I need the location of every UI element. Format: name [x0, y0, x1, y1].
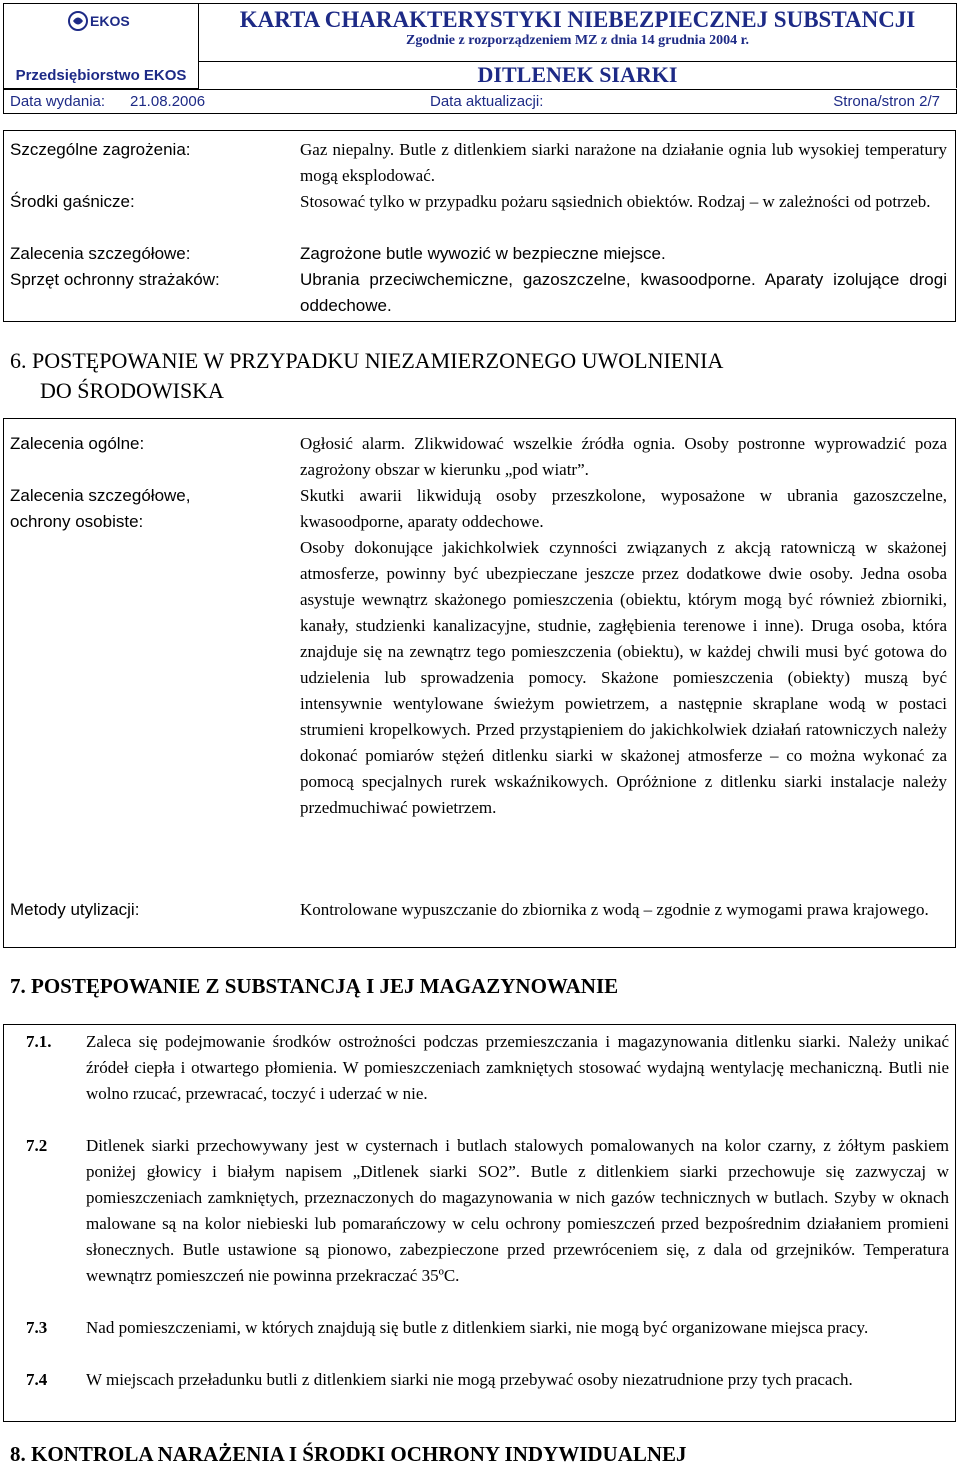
logo-mark-text: EKOS	[90, 13, 130, 29]
item-text: Zaleca się podejmowanie środków ostrożności podczas przemieszczania i magazynowania ditlenku siarki. Należy unikać źródeł ciepła i otwartego płomienia. W pomieszczeniach zamkniętych stosować wydajną wentylację mechaniczną. Butli nie wolno rzucać, przewracać, toczyć i uderzać w nie.	[86, 1032, 949, 1103]
storage-table	[3, 1024, 956, 1422]
item-text: Nad pomieszczeniami, w których znajdują się butle z ditlenkiem siarki, nie mogą być organizowane miejsca pracy.	[86, 1318, 869, 1337]
equipment-text: Ubrania przeciwchemiczne, gazoszczelne, kwasoodporne. Aparaty izolujące drogi oddechowe.	[300, 270, 947, 315]
general-text: Ogłosić alarm. Zlikwidować wszelkie źródła ognia. Osoby postronne wyprowadzić poza zagrożony obszar w kierunku „pod wiatr”.	[300, 434, 947, 479]
section-6-heading-line2: DO ŚRODOWISKA	[40, 378, 224, 403]
issue-label: Data wydania:	[10, 92, 106, 110]
specific-text: Zagrożone butle wywozić w bezpieczne miejsce.	[300, 244, 666, 263]
firefighting-table	[3, 130, 956, 322]
hazards-text: Gaz niepalny. Butle z ditlenkiem siarki narażone na działanie ognia lub wysokiej temperatury mogą eksplodować.	[300, 140, 947, 185]
ekos-logo-icon	[68, 10, 140, 32]
meta-row	[3, 89, 957, 114]
general-label: Zalecenia ogólne:	[10, 434, 145, 453]
item-text: W miejscach przeładunku butli z ditlenkiem siarki nie mogą przebywać osoby niezatrudnione przy tych pracach.	[86, 1370, 853, 1389]
personal-text-1: Skutki awarii likwidują osoby przeszkolone, wyposażone w ubrania gazoszczelne, kwasoodporne, aparaty oddechowe.	[300, 486, 947, 531]
document-title: KARTA CHARAKTERYSTYKI NIEBEZPIECZNEJ SUBSTANCJI	[239, 7, 916, 32]
section-6-heading	[10, 346, 955, 406]
item-number: 7.4	[26, 1370, 48, 1389]
update-label: Data aktualizacji:	[430, 92, 544, 110]
issue-date: 21.08.2006	[130, 92, 206, 110]
item-number: 7.1.	[26, 1032, 52, 1051]
hazards-label: Szczególne zagrożenia:	[10, 140, 191, 159]
item-number: 7.2	[26, 1136, 48, 1155]
release-table	[3, 418, 956, 948]
specific-label: Zalecenia szczegółowe:	[10, 244, 191, 263]
document-subtitle: Zgodnie z rozporządzeniem MZ z dnia 14 grudnia 2004 r.	[406, 33, 749, 48]
section-6-heading-line1: 6. POSTĘPOWANIE W PRZYPADKU NIEZAMIERZONEGO UWOLNIENIA	[10, 348, 724, 373]
disposal-text: Kontrolowane wypuszczanie do zbiornika z wodą – zgodnie z wymogami prawa krajowego.	[300, 900, 929, 919]
page-indicator: Strona/stron 2/7	[833, 92, 940, 110]
header-table	[3, 3, 957, 89]
disposal-label: Metody utylizacji:	[10, 900, 140, 919]
item-text: Ditlenek siarki przechowywany jest w cysternach i butlach stalowych pomalowanych na kolor czarny, z żółtym paskiem poniżej głowicy i białym napisem „Ditlenek siarki SO2”. Butle z ditlenkiem siarki przechowuje się zazwyczaj w pomieszczeniach zamkniętych, przeznaczonych do magazynowania w nich gazów technicznych w butlach. Szyby w oknach malowane są na kolor niebieski lub pomarańczowy w celu ochrony pomieszczeń przed bezpośrednim działaniem promieni słonecznych. Butle ustawione są pionowo, zabezpieczone przed przewróceniem się, z dala od grzejników. Temperatura wewnątrz pomieszczeń nie powinna przekraczać 35ºC.	[86, 1136, 949, 1285]
item-number: 7.3	[26, 1318, 48, 1337]
section-7-heading: 7. POSTĘPOWANIE Z SUBSTANCJĄ I JEJ MAGAZYNOWANIE	[10, 974, 619, 998]
section-8-heading: 8. KONTROLA NARAŻENIA I ŚRODKI OCHRONY INDYWIDUALNEJ	[10, 1442, 687, 1466]
document-header	[3, 3, 957, 110]
personal-label-line1: Zalecenia szczegółowe,	[10, 486, 191, 505]
personal-text-2: Osoby dokonujące jakichkolwiek czynności związanych z akcją ratowniczą w skażonej atmosferze, powinny być ubezpieczane jeszcze przez dodatkowe dwie osoby. Jedna osoba asystuje wewnątrz skażonego pomieszczenia (obiektu, którym mogą być również zbiorniki, kanały, studzienki kanalizacyjne, studnie, zagłębienia terenowe i inne). Druga osoba, która znajduje się na zewnątrz tego pomieszczenia (obiektu), w każdej chwili musi być gotowa do udzielenia lub sprowadzenia pomocy. Skażone pomieszczenia (obiekty) muszą być intensywnie wentylowane świeżym powietrzem, a następnie skraplane wodą w postaci strumieni kropelkowych. Przed przystąpieniem do jakichkolwiek działań ratowniczych należy dokonać pomiarów stężeń ditlenku siarki w skażonej atmosferze – co można wykonać za pomocą specjalnych rurek wskaźnikowych. Opróżnione z ditlenku siarki instalacje należy przedmuchiwać powietrzem.	[300, 538, 947, 817]
personal-label-line2: ochrony osobiste:	[10, 512, 144, 531]
substance-name: DITLENEK SIARKI	[199, 62, 957, 89]
equipment-label: Sprzęt ochronny strażaków:	[10, 270, 220, 289]
company-name: Przedsiębiorstwo EKOS	[15, 66, 187, 84]
extinguishers-label: Środki gaśnicze:	[10, 192, 135, 211]
title-cell	[199, 4, 957, 62]
extinguishers-text: Stosować tylko w przypadku pożaru sąsiednich obiektów. Rodzaj – w zależności od potrzeb.	[300, 192, 931, 211]
company-logo	[4, 4, 199, 89]
